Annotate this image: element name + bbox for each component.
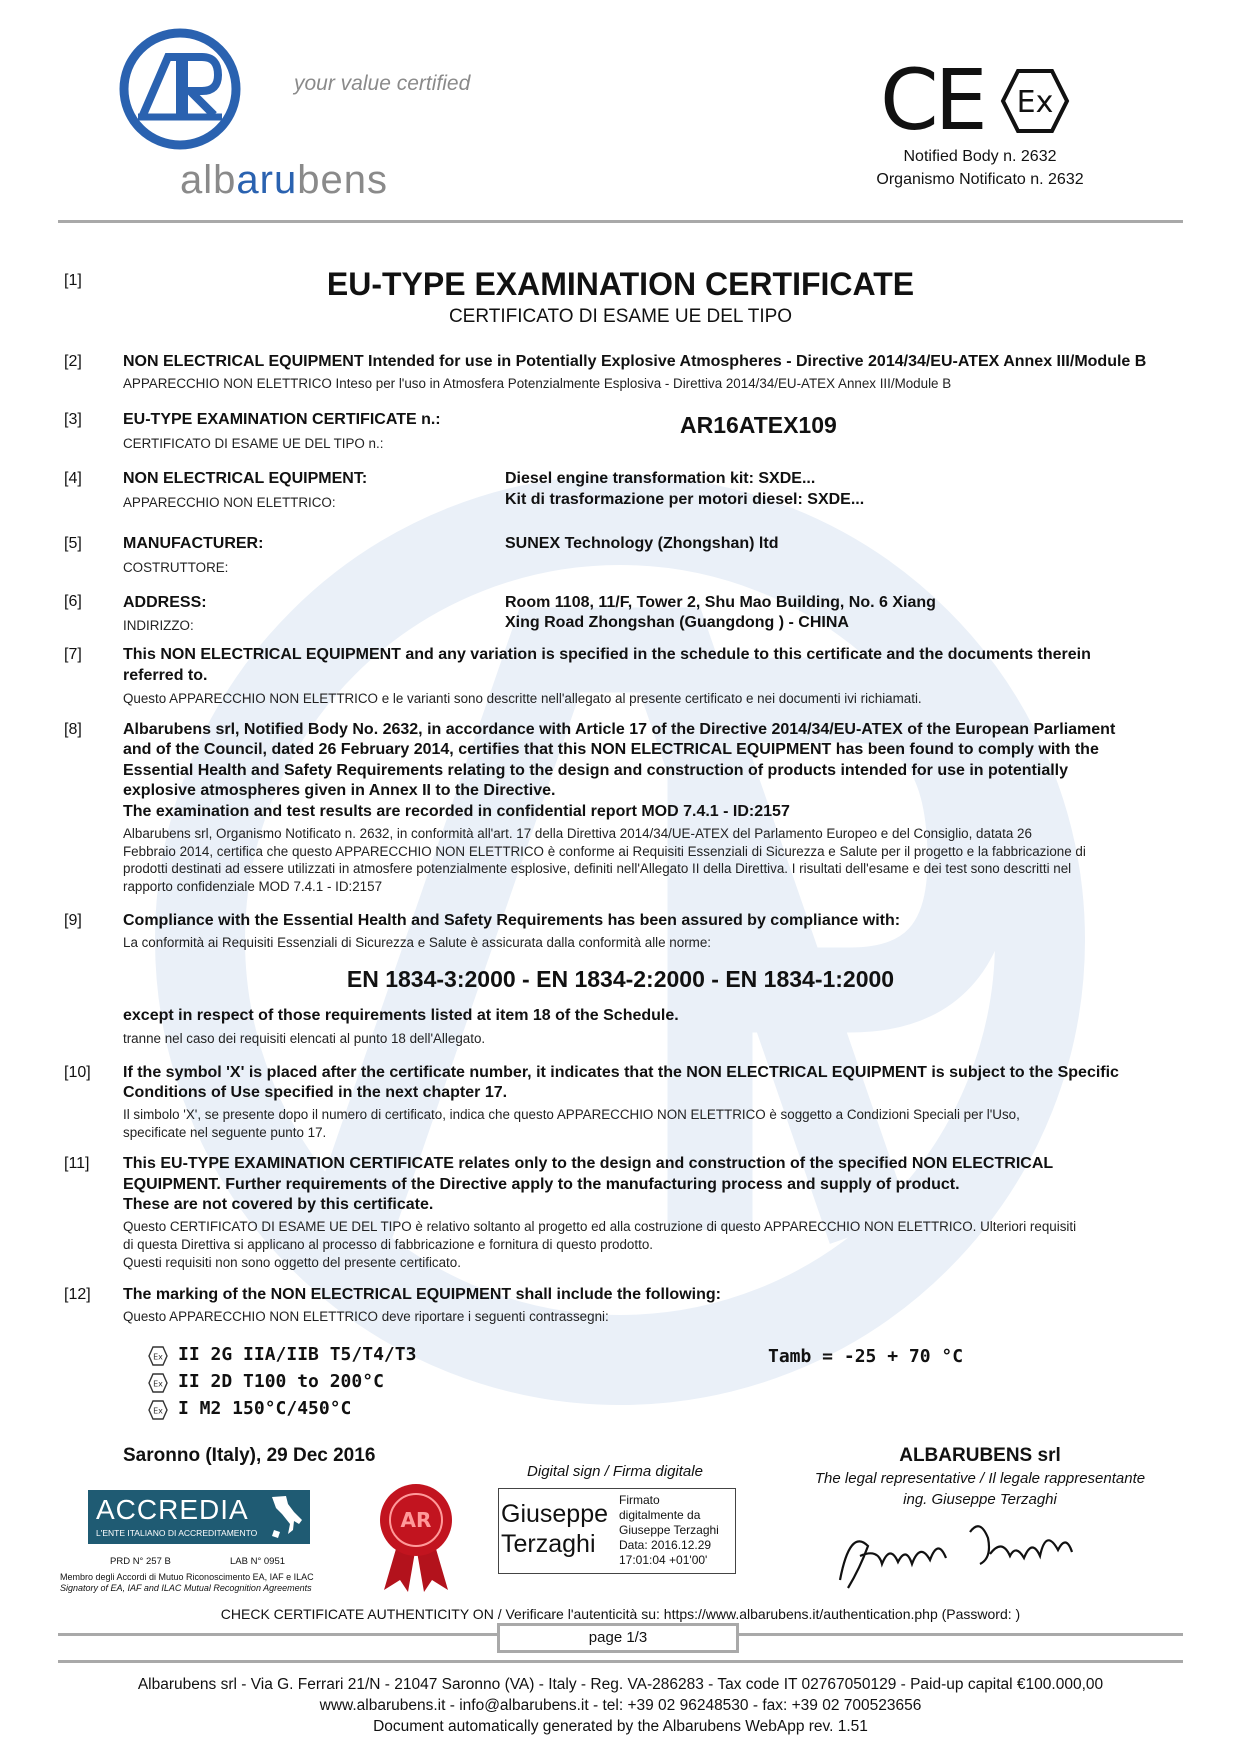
ex-hexagon-icon [148, 1346, 168, 1366]
svg-text:AR: AR [400, 1508, 432, 1532]
except-it: tranne nel caso dei requisiti elencati al punto 18 dell'Allegato. [123, 1031, 486, 1046]
place-date: Saronno (Italy), 29 Dec 2016 [123, 1445, 376, 1466]
item-number: [4] [64, 470, 82, 487]
item8-en-l1: Albarubens srl, Notified Body No. 2632, in accordance with Article 17 of the Directive 2014/34/EU-ATEX of the European Parliament [123, 721, 1116, 738]
item11-it-l2: di questa Direttiva si applicano al processo di fabbricazione e fornitura di questo prodotto. [123, 1237, 653, 1252]
item-number: [2] [64, 353, 82, 370]
accredia-subtitle: L'ENTE ITALIANO DI ACCREDITAMENTO [96, 1528, 258, 1538]
notified-body-en: Notified Body n. 2632 [903, 148, 1057, 165]
standards-list: EN 1834-3:2000 - EN 1834-2:2000 - EN 1834-1:2000 [346, 966, 895, 992]
address-line-1: Room 1108, 11/F, Tower 2, Shu Mao Building, No. 6 Xiang [505, 594, 936, 611]
company-name: ALBARUBENS srl [899, 1445, 1061, 1466]
item7-it: Questo APPARECCHIO NON ELETTRICO e le varianti sono descritte nell'allegato al presente certificato e nei documenti ivi richiamati. [123, 691, 922, 706]
item8-en-l4: explosive atmospheres given in Annex II to the Directive. [123, 782, 556, 799]
item11-en-l2: EQUIPMENT. Further requirements of the Directive apply to the manufacturing process and supply of product. [123, 1176, 960, 1193]
page-indicator: page 1/3 [497, 1623, 739, 1653]
item8-it-l1: Albarubens srl, Organismo Notificato n. 2632, in conformità all'art. 17 della Direttiva 2014/34/UE-ATEX del Parlamento Europeo e del Consiglio, datata 26 [123, 826, 1032, 841]
marking-list [148, 1342, 416, 1423]
manufacturer-value: SUNEX Technology (Zhongshan) ltd [505, 535, 779, 552]
item10-en-l1: If the symbol 'X' is placed after the certificate number, it indicates that the NON ELECTRICAL EQUIPMENT is subject to the Specific [123, 1064, 1119, 1081]
item4-en: NON ELECTRICAL EQUIPMENT: [123, 470, 368, 487]
item10-en-l2: Conditions of Use specified in the next chapter 17. [123, 1084, 508, 1101]
ambient-temperature: Tamb = -25 + 70 °C [768, 1346, 964, 1367]
address-line-2: Xing Road Zhongshan (Guangdong ) - CHINA [505, 614, 849, 631]
authenticity-check: CHECK CERTIFICATE AUTHENTICITY ON / Verificare l'autenticità su: https://www.albarubens.it/authentication.php (Password: ) [220, 1606, 1021, 1622]
svg-text:Ex: Ex [1016, 85, 1054, 120]
item8-en-l2: and of the Council, dated 26 February 2014, certifies that this NON ELECTRICAL EQUIPMENT has been found to comply with the [123, 741, 1099, 758]
item3-it: CERTIFICATO DI ESAME UE DEL TIPO n.: [123, 436, 384, 451]
accredia-prd: PRD N° 257 B [110, 1556, 171, 1567]
accredia-note-2: Signatory of EA, IAF and ILAC Mutual Recognition Agreements [60, 1583, 312, 1593]
item6-it: INDIRIZZO: [123, 618, 194, 633]
item-number: [10] [64, 1064, 91, 1081]
item-number: [9] [64, 912, 82, 929]
accredia-note-1: Membro degli Accordi di Mutuo Riconoscimento EA, IAF e ILAC [60, 1572, 314, 1582]
digital-sign-label: Digital sign / Firma digitale [527, 1463, 703, 1480]
equipment-value-it: Kit di trasformazione per motori diesel: SXDE... [505, 491, 865, 508]
marking-line: Ex I M2 150°C/450°C [148, 1396, 416, 1423]
certificate-subtitle: CERTIFICATO DI ESAME UE DEL TIPO [448, 306, 793, 327]
ex-hexagon-icon [148, 1373, 168, 1393]
item10-it-l2: specificate nel seguente punto 17. [123, 1125, 327, 1140]
item2-it: APPARECCHIO NON ELETTRICO Inteso per l'uso in Atmosfera Potenzialmente Esplosiva - Direttiva 2014/34/EU-ATEX Annex III/Module B [123, 376, 952, 391]
brand-name: albarubens [180, 158, 388, 202]
item8-it-l4: rapporto confidenziale MOD 7.4.1 - ID:2157 [123, 879, 383, 894]
item8-en-l3: Essential Health and Safety Requirements relating to the design and construction of products intended for use in potentially [123, 762, 1069, 779]
item-number: [8] [64, 721, 82, 738]
item-number: [1] [64, 272, 82, 289]
item11-en-l3: These are not covered by this certificate. [123, 1196, 434, 1213]
item5-en: MANUFACTURER: [123, 535, 264, 552]
generation-note: Document automatically generated by the Albarubens WebApp rev. 1.51 [373, 1718, 868, 1735]
signer-name-large: Giuseppe Terzaghi [501, 1500, 609, 1558]
item8-it-l3: prodotti destinati ad essere utilizzati in atmosfere potenzialmente esplosive, definiti nell'Allegato II della Direttiva. I risultati dell'esame e dei test sono descritti nel [123, 861, 1072, 876]
digital-signature-box [498, 1488, 736, 1574]
red-seal-icon [378, 1482, 454, 1594]
ex-hexagon-icon [148, 1400, 168, 1420]
italy-map-icon [266, 1494, 306, 1540]
marking-line: Ex II 2D T100 to 200°C [148, 1369, 416, 1396]
item6-en: ADDRESS: [123, 594, 207, 611]
item8-it-l2: Febbraio 2014, certifica che questo APPARECCHIO NON ELETTRICO è conforme ai Requisiti Essenziali di Sicurezza e Salute per il progetto e la fabbricazione di [123, 844, 1086, 859]
accredia-name: ACCREDIA [96, 1494, 249, 1525]
svg-text:Ex: Ex [153, 1406, 163, 1416]
item12-it: Questo APPARECCHIO NON ELETTRICO deve riportare i seguenti contrassegni: [123, 1309, 609, 1324]
item5-it: COSTRUTTORE: [123, 560, 229, 575]
item-number: [11] [64, 1155, 90, 1172]
svg-text:Ex: Ex [153, 1379, 163, 1389]
item11-it-l3: Questi requisiti non sono oggetto del presente certificato. [123, 1255, 461, 1270]
notified-body-it: Organismo Notificato n. 2632 [876, 171, 1084, 188]
svg-text:Ex: Ex [153, 1352, 163, 1362]
ex-mark-icon [1000, 68, 1070, 134]
item9-it: La conformità ai Requisiti Essenziali di Sicurezza e Salute è assicurata dalla conformità alle norme: [123, 935, 711, 950]
item-number: [3] [64, 411, 82, 428]
company-contacts: www.albarubens.it - info@albarubens.it - tel: +39 02 96248530 - fax: +39 02 700523656 [319, 1697, 922, 1714]
item7-en-l2: referred to. [123, 667, 208, 684]
tagline: your value certified [294, 72, 471, 95]
item2-en: NON ELECTRICAL EQUIPMENT Intended for use in Potentially Explosive Atmospheres - Directive 2014/34/EU-ATEX Annex III/Module B [123, 353, 1147, 370]
item12-en: The marking of the NON ELECTRICAL EQUIPMENT shall include the following: [123, 1286, 721, 1303]
company-address: Albarubens srl - Via G. Ferrari 21/N - 21047 Saronno (VA) - Italy - Reg. VA-286283 - Tax code IT 02767050129 - Paid-up capital €100.000,00 [137, 1676, 1104, 1693]
accredia-logo [88, 1490, 310, 1544]
footer-divider [58, 1660, 1183, 1663]
signature-details: Firmato digitalmente da Giuseppe Terzaghi Data: 2016.12.29 17:01:04 +01'00' [619, 1493, 719, 1567]
item11-en-l1: This EU-TYPE EXAMINATION CERTIFICATE relates only to the design and construction of the specified NON ELECTRICAL [123, 1155, 1054, 1172]
engineer-name: ing. Giuseppe Terzaghi [903, 1491, 1057, 1508]
accredia-lab: LAB N° 0951 [230, 1556, 286, 1567]
certificate-number: AR16ATEX109 [680, 412, 837, 438]
item3-en: EU-TYPE EXAMINATION CERTIFICATE n.: [123, 411, 441, 428]
header-divider [58, 220, 1183, 223]
handwritten-signature [820, 1508, 1090, 1598]
item-number: [6] [64, 593, 82, 610]
item10-it-l1: Il simbolo 'X', se presente dopo il numero di certificato, indica che questo APPARECCHIO NON ELETTRICO è soggetto a Condizioni Speciali per l'Uso, [123, 1107, 1020, 1122]
ce-mark-icon: CE [880, 51, 984, 149]
item4-it: APPARECCHIO NON ELETTRICO: [123, 495, 336, 510]
legal-representative: The legal representative / Il legale rappresentante [814, 1470, 1146, 1487]
item7-en-l1: This NON ELECTRICAL EQUIPMENT and any variation is specified in the schedule to this certificate and the documents therein [123, 646, 1091, 663]
except-en: except in respect of those requirements listed at item 18 of the Schedule. [123, 1007, 679, 1024]
certificate-title: EU-TYPE EXAMINATION CERTIFICATE [326, 266, 915, 302]
equipment-value-en: Diesel engine transformation kit: SXDE... [505, 470, 816, 487]
item-number: [12] [64, 1286, 91, 1303]
marking-line: Ex II 2G IIA/IIB T5/T4/T3 [148, 1342, 416, 1369]
item-number: [5] [64, 535, 82, 552]
item8-en-l5: The examination and test results are recorded in confidential report MOD 7.4.1 - ID:2157 [123, 803, 790, 820]
item-number: [7] [64, 646, 82, 663]
albarubens-logo-icon [118, 27, 242, 151]
item9-en: Compliance with the Essential Health and Safety Requirements has been assured by compliance with: [123, 912, 901, 929]
item11-it-l1: Questo CERTIFICATO DI ESAME UE DEL TIPO è relativo soltanto al progetto ed alla costruzione di questo APPARECCHIO NON ELETTRICO. Ulteriori requisiti [123, 1219, 1077, 1234]
